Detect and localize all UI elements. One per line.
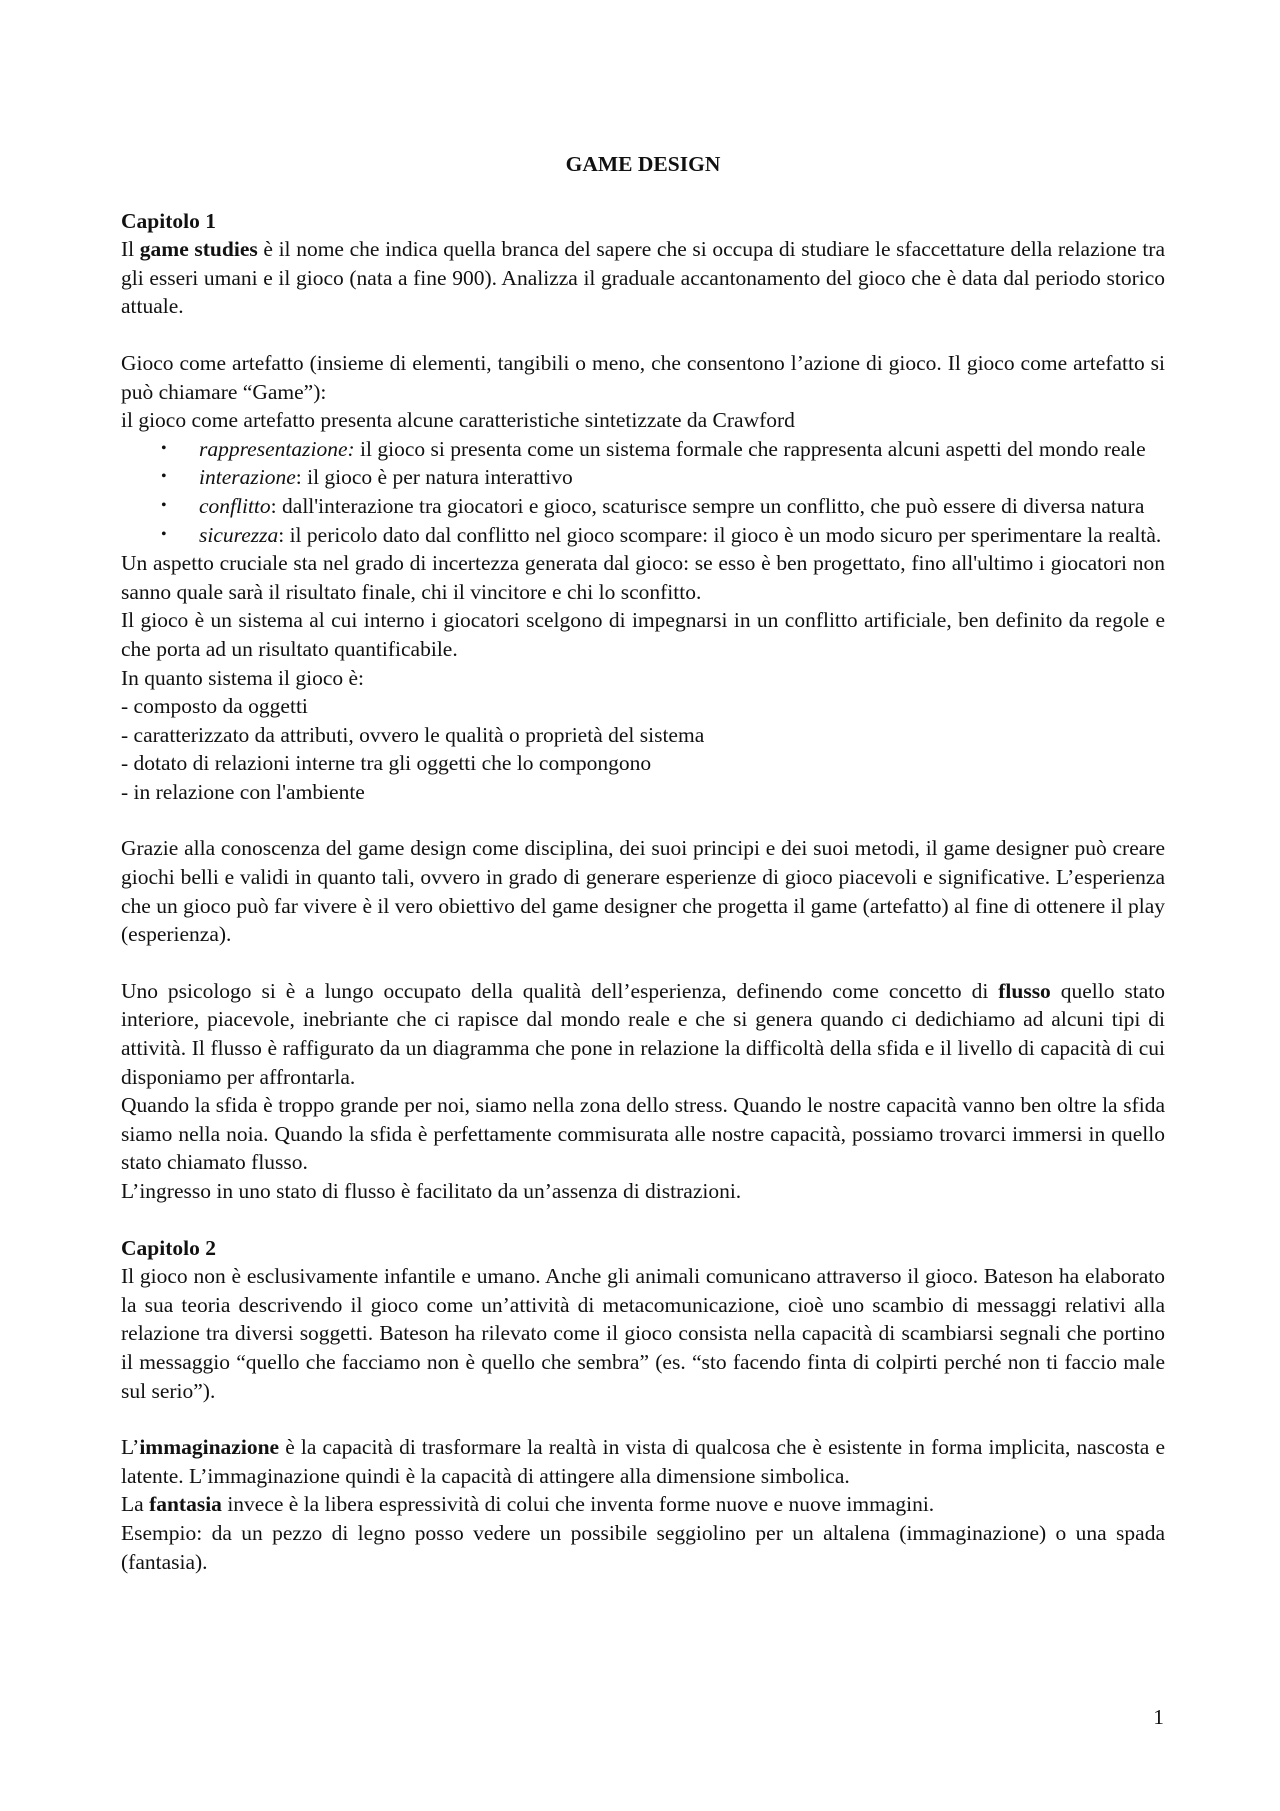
document-title: GAME DESIGN [565,152,721,176]
example-paragraph: Esempio: da un pezzo di legno posso vedere un possibile seggiolino per un altalena (immaginazione) o una spada (fantasia). [121,1520,1165,1574]
bateson-paragraph: Il gioco non è esclusivamente infantile e umano. Anche gli animali comunicano attraverso il gioco. Bateson ha elaborato la sua teoria descrivendo il gioco come un’attività di metacomunicazione, cioè uno scambio di messaggi relativi alla relazione tra diversi soggetti. Bateson ha rilevato come il gioco consista nella capacità di scambiarsi segnali che portino il messaggio “quello che facciamo non è quello che sembra” (es. “sto facendo finta di colpirti perché non ti faccio male sul serio”). [121,1264,1165,1403]
game-designer-paragraph: Grazie alla conoscenza del game design come disciplina, dei suoi principi e dei suoi metodi, il game designer può creare giochi belli e validi in quanto tali, ovvero in grado di generare esperienze di gioco piacevoli e significative. L’esperienza che un gioco può far vivere è il vero obiettivo del game designer che progetta il game (artefatto) al fine di ottenere il play (esperienza). [121,836,1165,947]
uncertainty-paragraph: Un aspetto cruciale sta nel grado di incertezza generata dal gioco: se esso è ben progettato, fino all'ultimo i giocatori non sanno quale sarà il risultato finale, chi il vincitore e chi lo sconfitto. [121,551,1165,604]
system-definition-paragraph: Il gioco è un sistema al cui interno i giocatori scelgono di impegnarsi in un conflitto artificiale, ben definito da regole e che porta ad un risultato quantificabile. [121,608,1165,661]
list-item: • rappresentazione: il gioco si presenta come un sistema formale che rappresenta alcuni aspetti del mondo reale [161,436,1146,461]
list-item: - dotato di relazioni interne tra gli oggetti che lo compongono [121,751,652,776]
list-item: • conflitto: dall'interazione tra giocatori e gioco, scaturisce sempre un conflitto, che può essere di diversa natura [161,493,1145,518]
system-properties-list [121,692,1165,806]
flow-paragraph: Uno psicologo si è a lungo occupato della qualità dell’esperienza, definendo come concetto di flusso quello stato interiore, piacevole, inebriante che ci rapisce dal mondo reale e che si genera quando ci dedichiamo ad alcuni tipi di attività. Il flusso è raffigurato da un diagramma che pone in relazione la difficoltà della sfida e il livello di capacità di cui disponiamo per affrontarla. [121,978,1165,1089]
chapter-1-intro-paragraph: Il game studies è il nome che indica quella branca del sapere che si occupa di studiare le sfaccettature della relazione tra gli esseri umani e il gioco (nata a fine 900). Analizza il graduale accantonamento del gioco che è data dal periodo storico attuale. [121,237,1165,319]
chapter-2-heading: Capitolo 2 [121,1235,216,1260]
list-item: - caratterizzato da attributi, ovvero le qualità o proprietà del sistema [121,722,705,747]
list-item: • sicurezza: il pericolo dato dal conflitto nel gioco scompare: il gioco è un modo sicuro per sperimentare la realtà. [161,522,1162,547]
list-item: • interazione: il gioco è per natura interattivo [161,465,573,490]
artifact-paragraph: Gioco come artefatto (insieme di elementi, tangibili o meno, che consentono l’azione di gioco. Il gioco come artefatto si può chiamare “Game”): [121,350,1165,404]
system-intro-paragraph: In quanto sistema il gioco è: [121,665,365,690]
imagination-paragraph: L’immaginazione è la capacità di trasformare la realtà in vista di qualcosa che è esistente in forma implicita, nascosta e latente. L’immaginazione quindi è la capacità di attingere alla dimensione simbolica. [121,1435,1165,1488]
distractions-paragraph: L’ingresso in uno stato di flusso è facilitato da un’assenza di distrazioni. [121,1179,742,1203]
chapter-1-heading: Capitolo 1 [121,208,216,233]
crawford-characteristics-list [121,435,1165,549]
term-fantasia: fantasia [149,1492,222,1517]
term-immaginazione: immaginazione [139,1435,280,1460]
term-game-studies: game studies [139,237,258,262]
page-number: 1 [1153,1705,1164,1729]
list-item: - composto da oggetti [121,694,308,719]
term-flusso: flusso [998,978,1051,1003]
stress-boredom-paragraph: Quando la sfida è troppo grande per noi, siamo nella zona dello stress. Quando le nostre capacità vanno ben oltre la sfida siamo nella noia. Quando la sfida è perfettamente commisurata alle nostre capacità, possiamo trovarci immersi in quello stato chiamato flusso. [121,1093,1165,1175]
crawford-paragraph: il gioco come artefatto presenta alcune caratteristiche sintetizzate da Crawford [121,408,795,433]
list-item: - in relazione con l'ambiente [121,779,365,804]
fantasy-paragraph: La fantasia invece è la libera espressività di colui che inventa forme nuove e nuove immagini. [121,1492,935,1517]
